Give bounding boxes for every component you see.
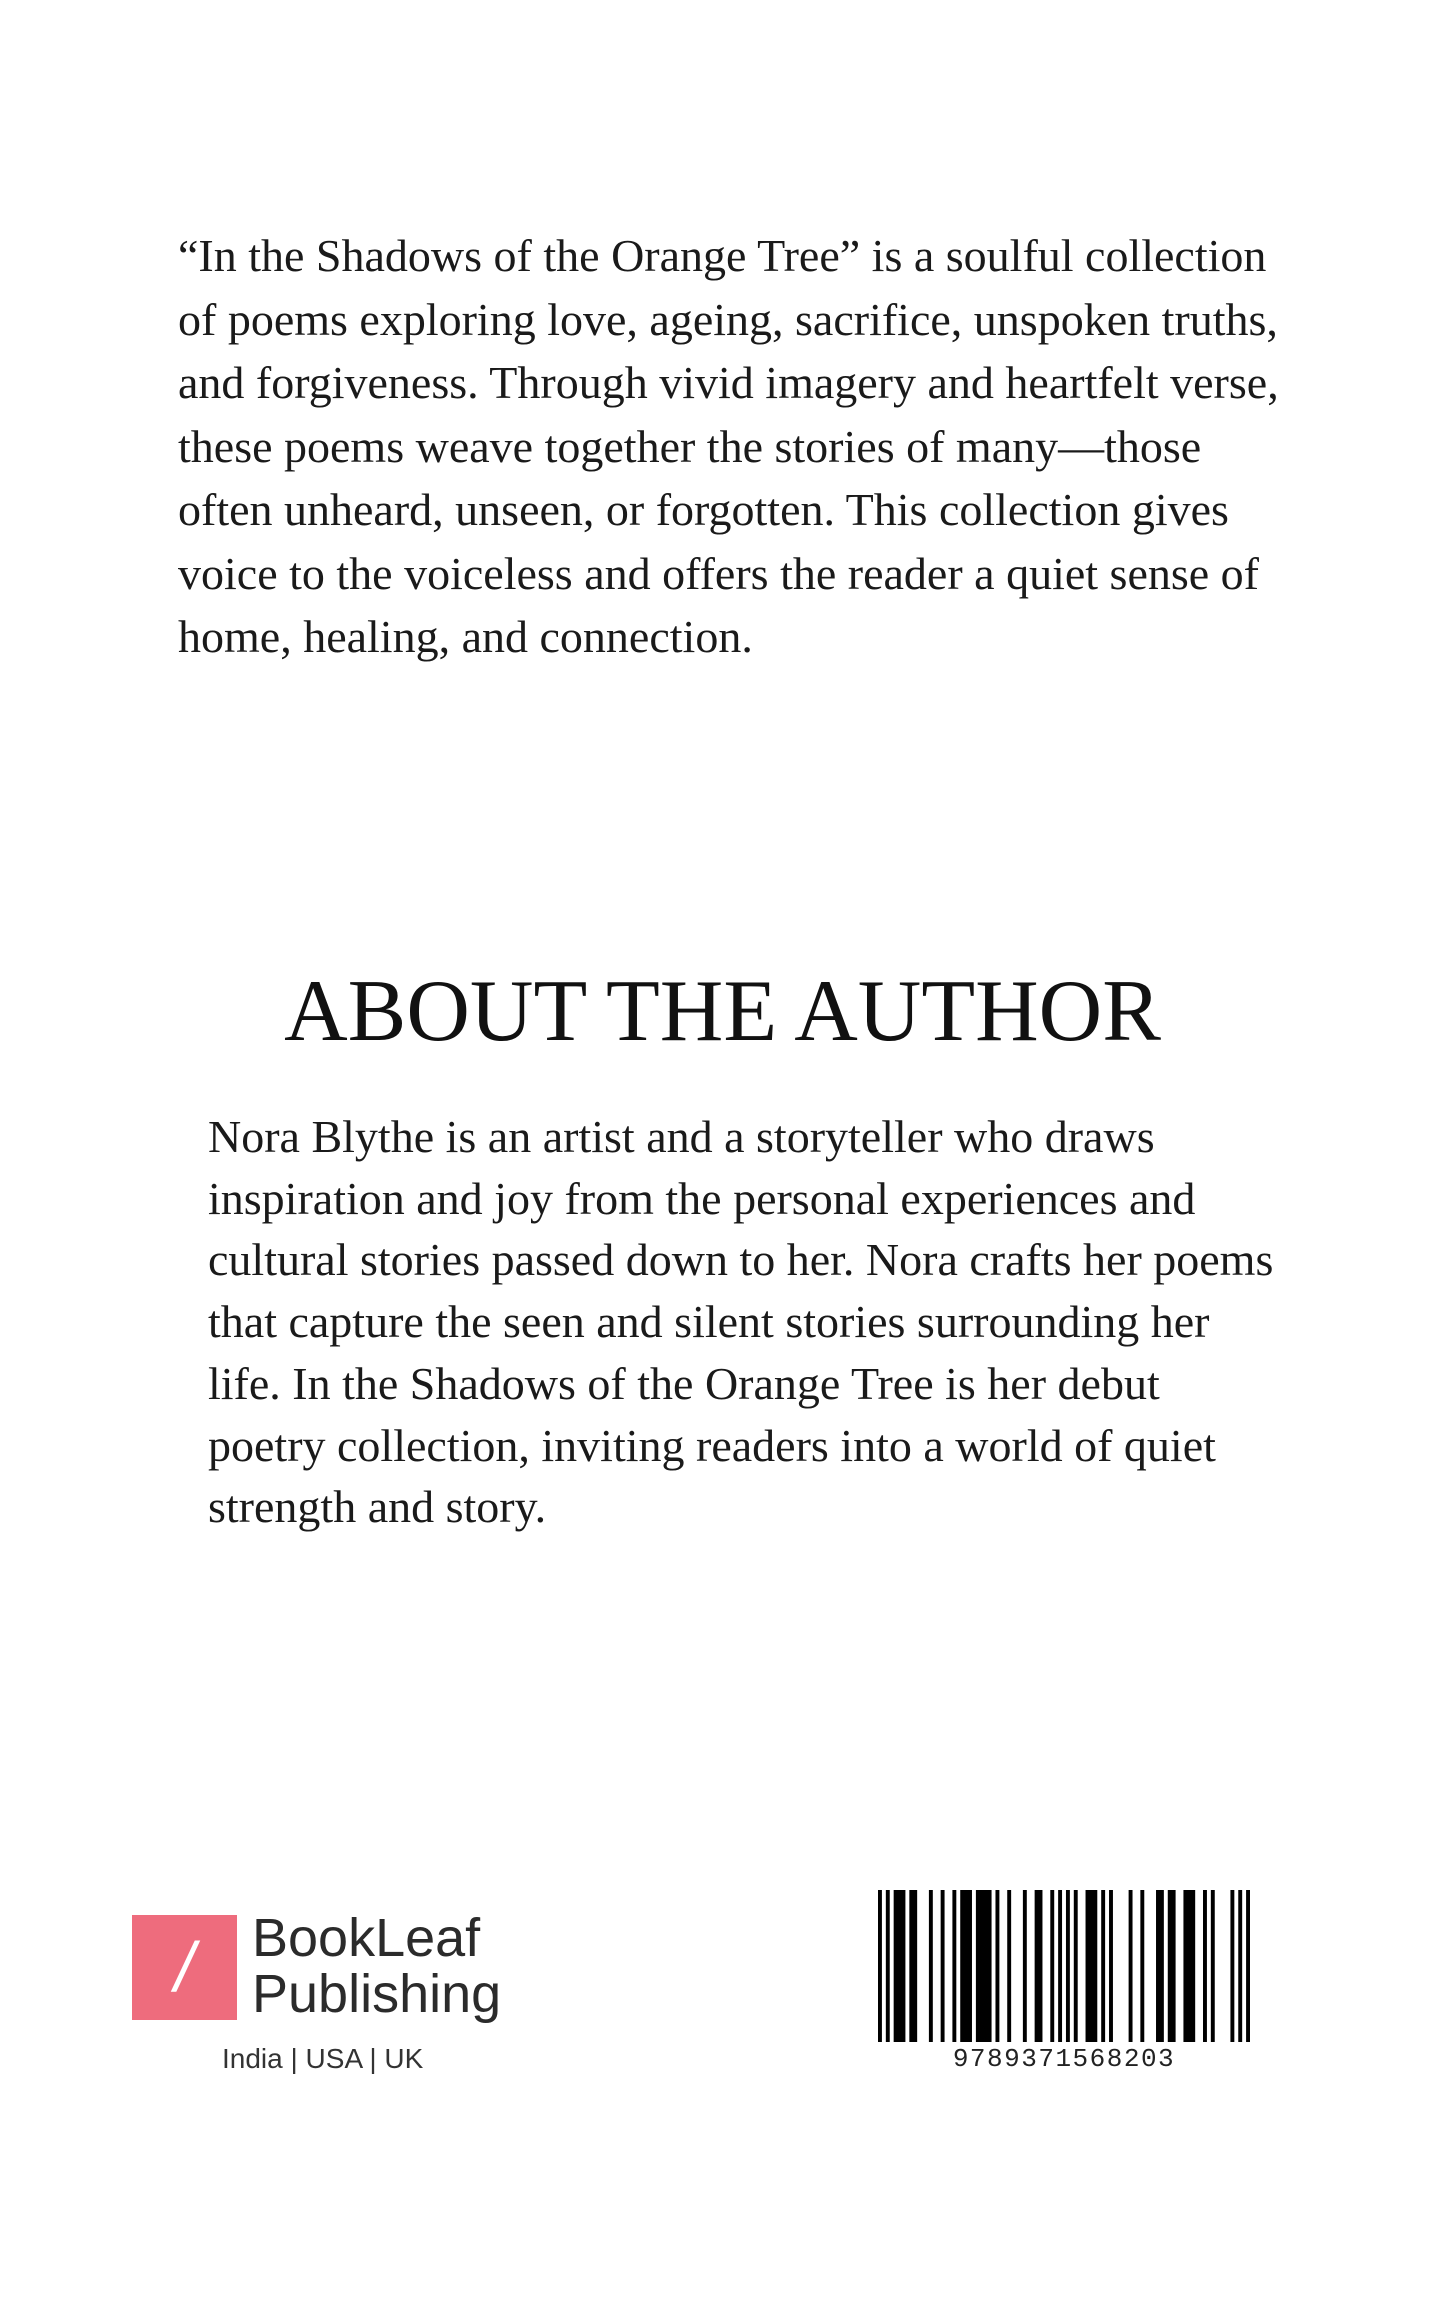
book-blurb: “In the Shadows of the Orange Tree” is a soulful collection of poems exploring love, ageing, sacrifice, unspoken truths, and forgiveness. Through vivid imagery and heartfelt verse, these poems weave together the stories of many—those often unheard, unseen, or forgotten. This collection gives voice to the voiceless and offers the reader a quiet sense of home, healing, and connection. (178, 230, 1279, 662)
barcode-bar (1183, 1890, 1195, 2042)
barcode-bar (1140, 1890, 1144, 2042)
barcode-bar (1007, 1890, 1011, 2042)
barcode-bar (886, 1890, 890, 2042)
barcode-bar (929, 1890, 933, 2042)
barcode-bar (878, 1890, 882, 2042)
barcode-bar (1211, 1890, 1215, 2042)
isbn-barcode (878, 1890, 1250, 2042)
barcode-bar (952, 1890, 956, 2042)
barcode-bar (995, 1890, 999, 2042)
publisher-name-line1: BookLeaf (252, 1908, 481, 1968)
barcode-bar (1066, 1890, 1070, 2042)
barcode-bar (1246, 1890, 1250, 2042)
barcode-bar (1203, 1890, 1207, 2042)
barcode-bar (1168, 1890, 1176, 2042)
slash-logo-icon: / (132, 1915, 237, 2020)
barcode-bar (976, 1890, 992, 2042)
barcode-bar (960, 1890, 972, 2042)
publisher-name-line2: Publishing (252, 1964, 502, 2024)
barcode-bar (1023, 1890, 1027, 2042)
barcode-bar (1230, 1890, 1234, 2042)
author-bio: Nora Blythe is an artist and a storyteller who draws inspiration and joy from the personal experiences and cultural stories passed down to her. Nora crafts her poems that capture the seen and silent stories surrounding her life. In the Shadows of the Orange Tree is her debut poetry collection, inviting readers into a world of quiet strength and story. (208, 1111, 1274, 1533)
barcode-bar (1058, 1890, 1062, 2042)
barcode-bar (1050, 1890, 1054, 2042)
barcode-bar (1238, 1890, 1242, 2042)
barcode-bar (894, 1890, 906, 2042)
barcode-bar (1035, 1890, 1043, 2042)
barcode-bar (1086, 1890, 1098, 2042)
barcode-bar (1156, 1890, 1164, 2042)
barcode-bar (909, 1890, 917, 2042)
barcode-bar (941, 1890, 945, 2042)
barcode-bar (1074, 1890, 1078, 2042)
barcode-bar (1109, 1890, 1113, 2042)
isbn-number: 9789371568203 (952, 2044, 1176, 2074)
publisher-regions: India | USA | UK (222, 2043, 424, 2074)
barcode-bar (1101, 1890, 1105, 2042)
barcode-bar (1129, 1890, 1133, 2042)
about-author-heading: ABOUT THE AUTHOR (284, 963, 1161, 1060)
